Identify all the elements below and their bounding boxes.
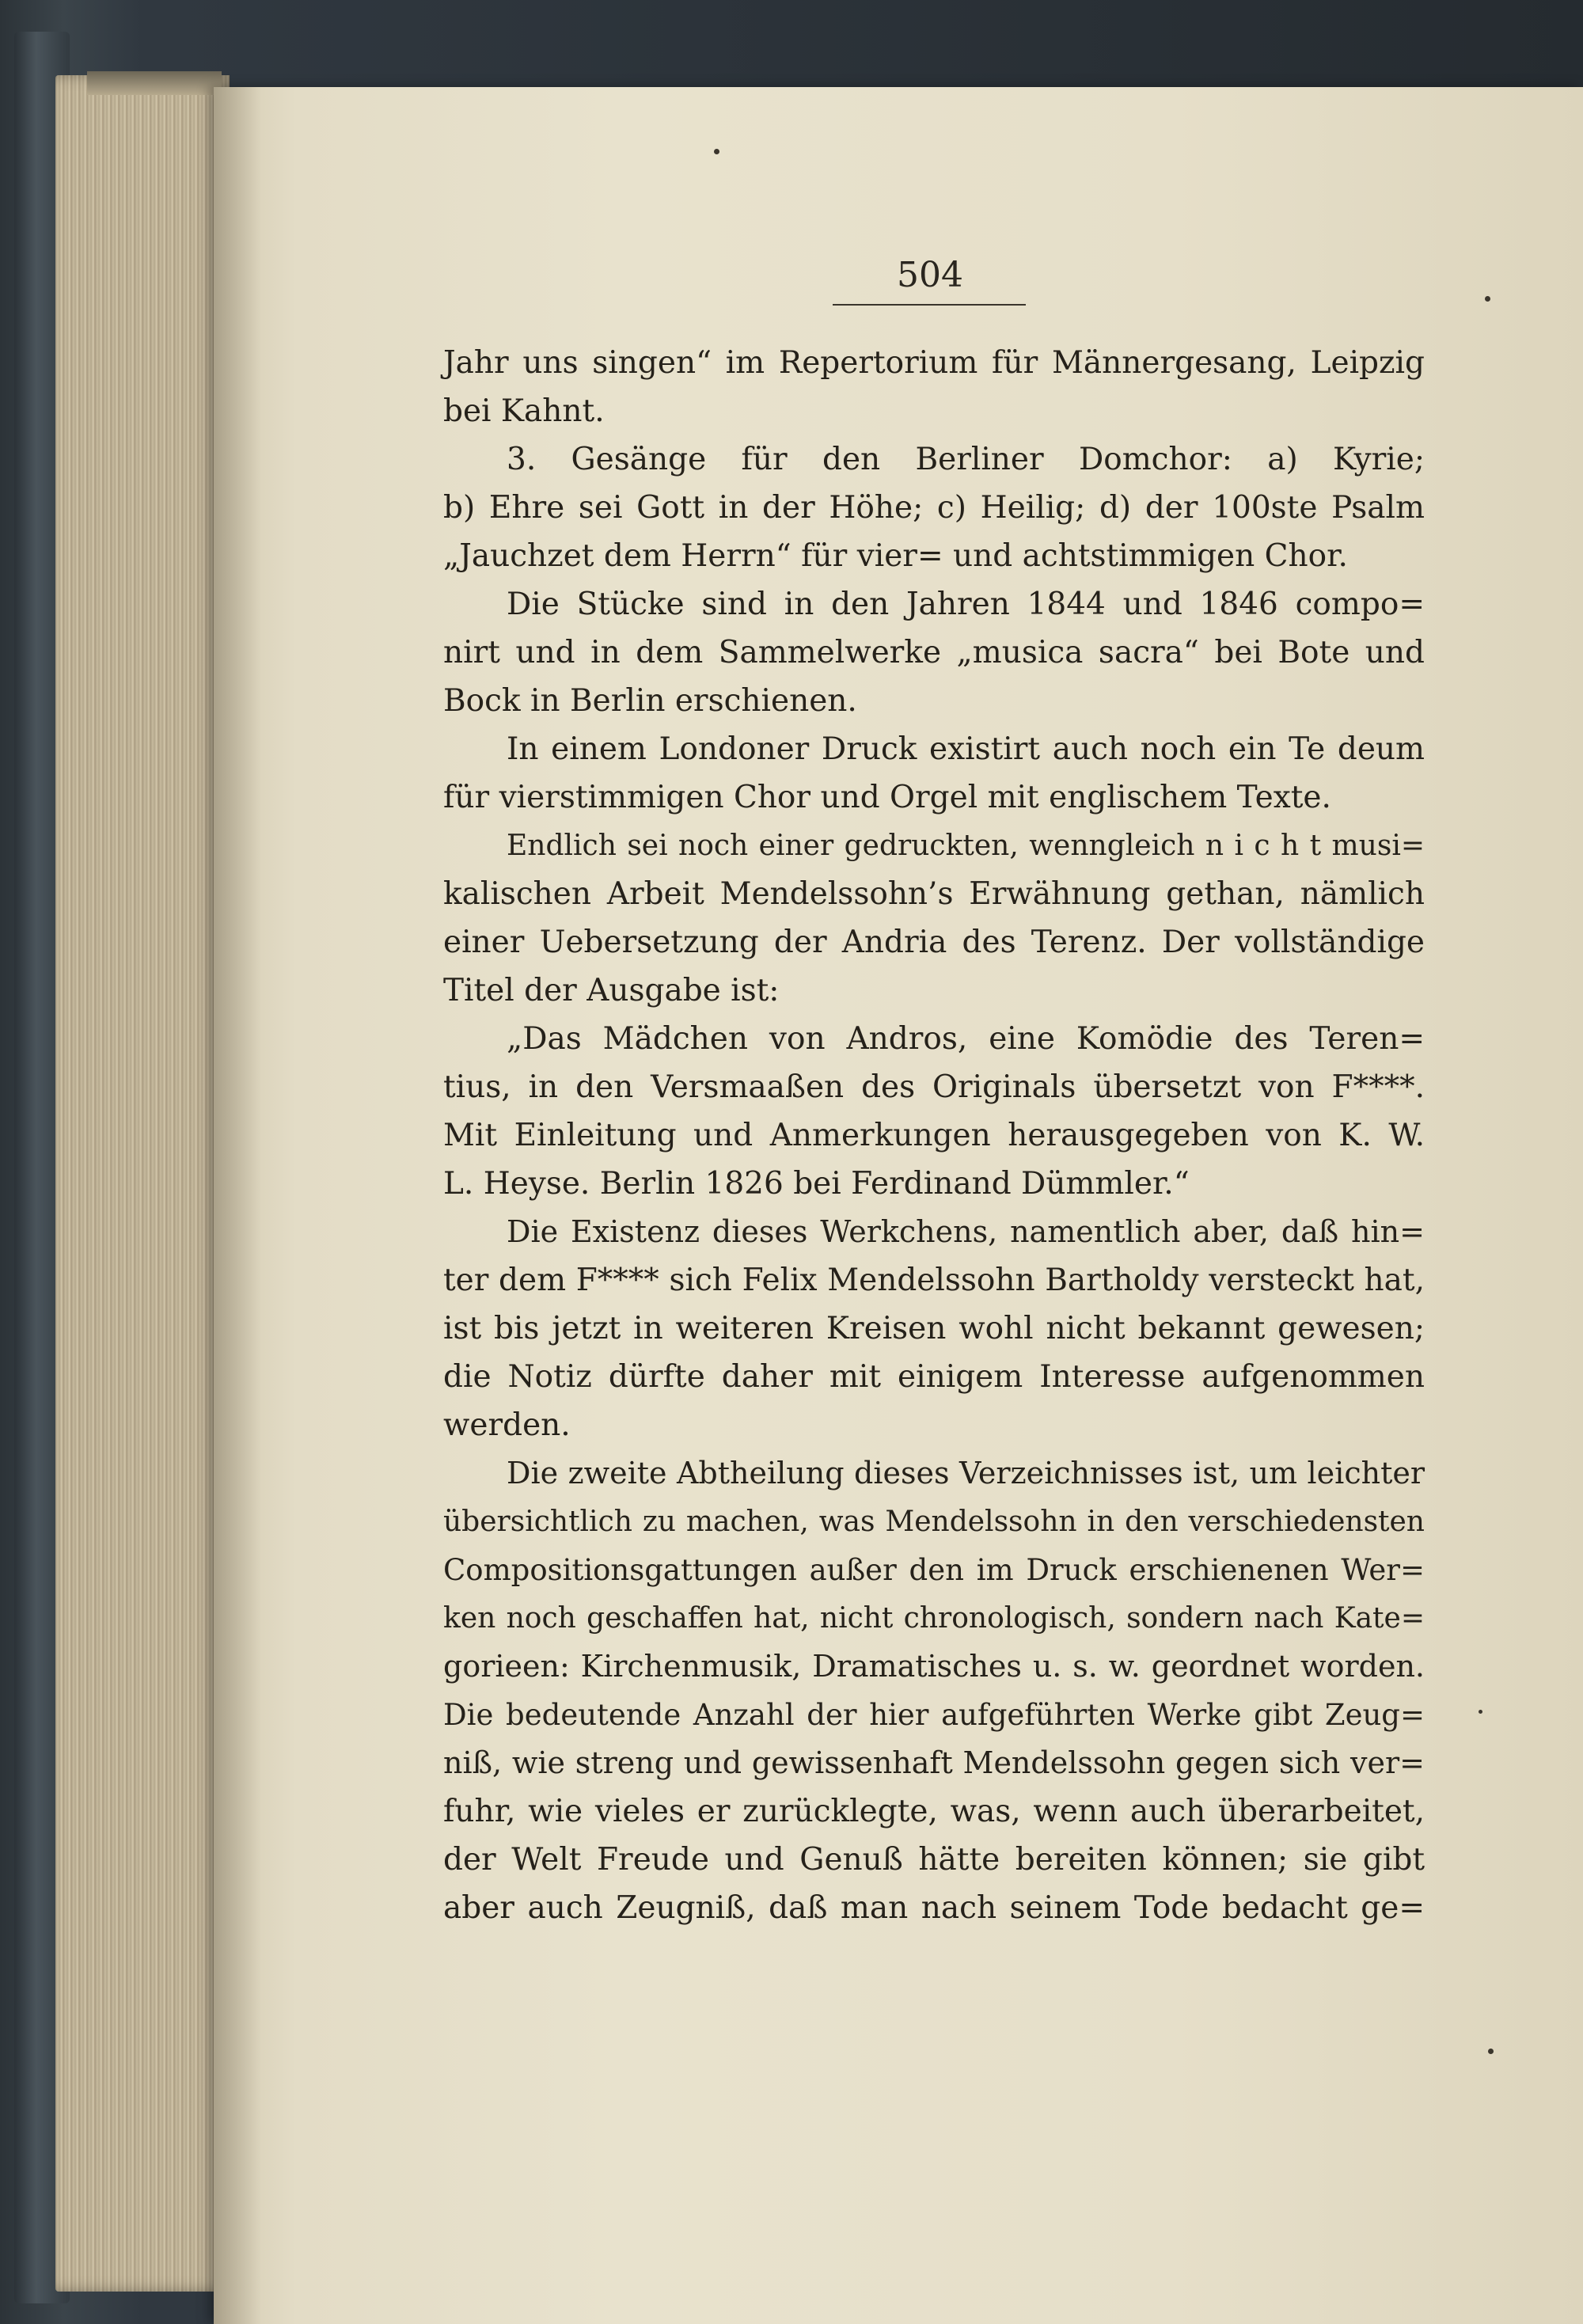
text-line: Die Stücke sind in den Jahren 1844 und 1846 compo= <box>507 587 1425 622</box>
text-line: die Notiz dürfte daher mit einigem Interesse aufgenommen <box>443 1359 1425 1395</box>
text-line: ist bis jetzt in weiteren Kreisen wohl nicht bekannt gewesen; <box>443 1311 1425 1346</box>
text-line: „Das Mädchen von Andros, eine Komödie des Teren= <box>507 1021 1425 1057</box>
text-line: fuhr, wie vieles er zurücklegte, was, wenn auch überarbeitet, <box>443 1794 1425 1829</box>
text-line: der Welt Freude und Genuß hätte bereiten können; sie gibt <box>443 1842 1425 1878</box>
text-line: Bock in Berlin erschienen. <box>443 683 857 719</box>
text-line: Die bedeutende Anzahl der hier aufgeführten Werke gibt Zeug= <box>443 1698 1425 1732</box>
text-line: übersichtlich zu machen, was Mendelssohn in den verschiedensten <box>443 1506 1425 1538</box>
text-line: ter dem F**** sich Felix Mendelssohn Bartholdy versteckt hat, <box>443 1263 1425 1298</box>
text-line: Compositionsgattungen außer den im Druck erschienenen Wer= <box>443 1553 1425 1587</box>
text-line: 3. Gesänge für den Berliner Domchor: a) Kyrie; <box>507 442 1425 477</box>
text-line: Endlich sei noch einer gedruckten, wenngleich n i c h t musi= <box>507 830 1425 862</box>
page-number-rule <box>833 304 1026 306</box>
page-edges <box>55 75 230 2292</box>
text-line: einer Uebersetzung der Andria des Terenz. Der vollständige <box>443 925 1425 960</box>
page-number: 504 <box>897 255 963 295</box>
text-line: b) Ehre sei Gott in der Höhe; c) Heilig; d) der 100ste Psalm <box>443 490 1425 526</box>
text-line: Die Existenz dieses Werkchens, namentlich aber, daß hin= <box>507 1214 1425 1249</box>
body-text <box>443 339 1425 1932</box>
text-line: nirt und in dem Sammelwerke „musica sacra“ bei Bote und <box>443 635 1425 670</box>
text-line: bei Kahnt. <box>443 393 605 429</box>
text-line: für vierstimmigen Chor und Orgel mit englischem Texte. <box>443 780 1331 815</box>
text-line: L. Heyse. Berlin 1826 bei Ferdinand Dümmler.“ <box>443 1166 1190 1202</box>
text-line: Jahr uns singen“ im Repertorium für Männergesang, Leipzig <box>443 345 1425 381</box>
text-line: aber auch Zeugniß, daß man nach seinem Tode bedacht ge= <box>443 1890 1425 1926</box>
text-line: Mit Einleitung und Anmerkungen herausgegeben von K. W. <box>443 1118 1425 1153</box>
text-line: „Jauchzet dem Herrn“ für vier= und achtstimmigen Chor. <box>443 538 1348 574</box>
text-line: gorieen: Kirchenmusik, Dramatisches u. s. w. geordnet worden. <box>443 1649 1425 1684</box>
text-line: In einem Londoner Druck existirt auch noch ein Te deum <box>507 731 1425 767</box>
text-line: werden. <box>443 1407 571 1443</box>
text-line: tius, in den Versmaaßen des Originals übersetzt von F****. <box>443 1069 1425 1105</box>
text-line: Die zweite Abtheilung dieses Verzeichnisses ist, um leichter <box>507 1456 1425 1490</box>
paper-speck <box>1488 2049 1494 2054</box>
page-edges-top <box>87 71 222 95</box>
paper-speck <box>1485 296 1490 302</box>
text-line: ken noch geschaffen hat, nicht chronologisch, sondern nach Kate= <box>443 1602 1425 1635</box>
paper-speck <box>714 149 719 154</box>
text-line: kalischen Arbeit Mendelssohn’s Erwähnung gethan, nämlich <box>443 876 1425 912</box>
paper-speck <box>1479 1710 1482 1714</box>
text-line: Titel der Ausgabe ist: <box>443 973 780 1008</box>
text-line: niß, wie streng und gewissenhaft Mendelssohn gegen sich ver= <box>443 1745 1425 1780</box>
